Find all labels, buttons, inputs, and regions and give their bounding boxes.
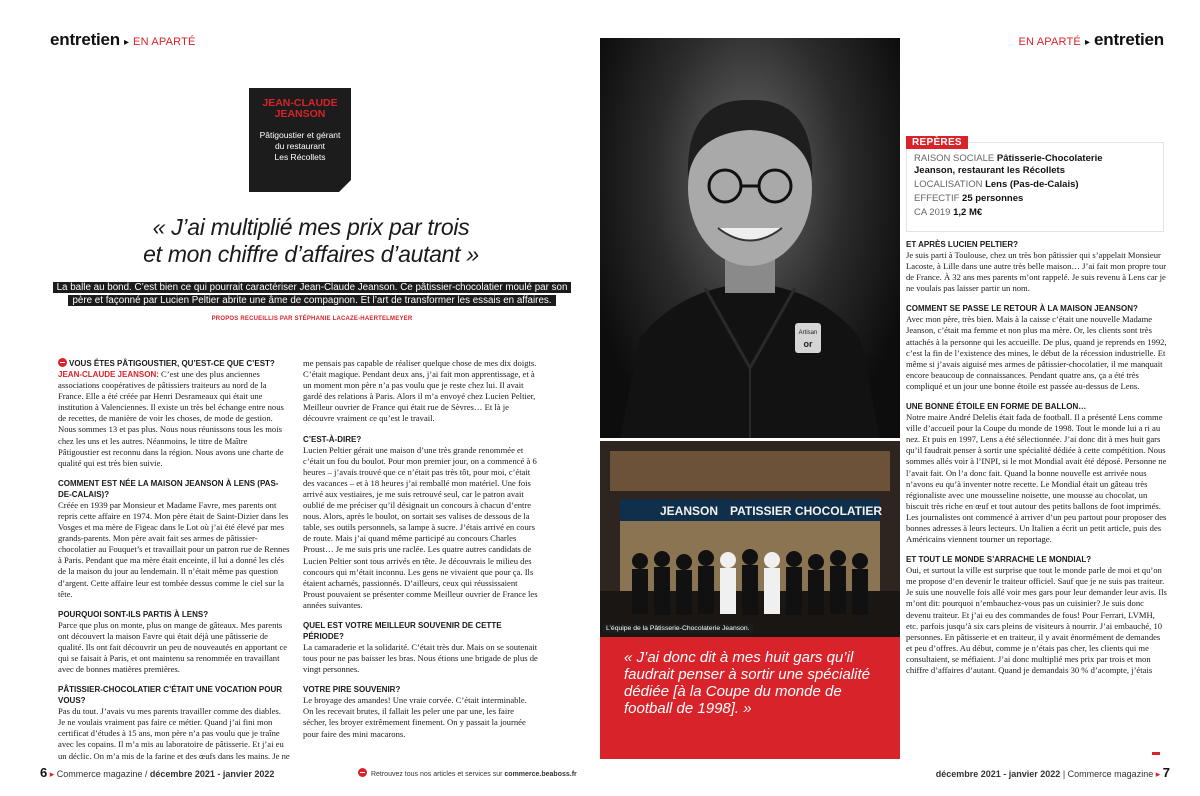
reperes-title: REPÈRES	[906, 136, 968, 149]
answer-text: Lucien Peltier gérait une maison d’une très grande renommée et c’était un fou du boulot. Pour mon premier jour, on a commencé à 6 heures – j’avais trouvé que ce n’était pas très tôt, pour moi, c’était des vacances – et à 18 heures j’ai remballé mon matériel. Une fois arrivé aux vestiaires, je me suis retrouvé seul, car le patron avait oublié de me préciser qu’il désignait un concours à chacun d’entre nous. Alors, après le boulot, on sortait ses valises de dessous de la table, ses outils personnels, sa lampe à sucre. J’étais arrivé en cours de route. Mais j’ai quand même participé au concours Charles Proust… Je me suis pris une raclée. Les quatre autres candidats de Lucien Peltier sont tous arrivés en tête. Je découvrais le milieu des concours qui m’était inconnu. Les gens ne vivaient que pour ça. Ils étaient acharnés, passionnés. D’ailleurs, ceux qui réussissaient Proust pouvaient se présenter comme Meilleur ouvrier de France les années suivantes.	[303, 444, 538, 610]
pull-quote-text: « J’ai donc dit à mes huit gars qu’il faudrait penser à sortir une spécialité dédiée [à la Coupe du monde de football de 1998]. »	[624, 649, 870, 717]
speaker-name: JEAN-CLAUDE JEANSON:	[58, 370, 159, 379]
section-subtitle: EN APARTÉ	[133, 36, 196, 48]
reperes-raison-cont	[914, 165, 1065, 177]
portrait-photo	[600, 38, 900, 438]
reperes-effectif	[914, 193, 1023, 205]
question-heading: C’EST-À-DIRE?	[303, 434, 362, 444]
article-intro	[52, 281, 572, 307]
reperes-label: EFFECTIF	[914, 193, 960, 204]
text-column-2	[303, 358, 538, 740]
question-heading: COMMENT EST NÉE LA MAISON JEANSON À LENS (PAS-DE-CALAIS)?	[58, 478, 279, 499]
website-logo-icon	[358, 768, 367, 777]
corner-notch	[339, 180, 351, 192]
reperes-localisation	[914, 179, 1079, 191]
question-heading: PÂTISSIER-CHOCOLATIER C’ÉTAIT UNE VOCATION POUR VOUS?	[58, 685, 283, 706]
answer-text: JEAN-CLAUDE JEANSON: C’est une des plus anciennes associations coopératives de pâtissiers traiteurs au nord de la France. Elle a été créée par Henri Desrameaux qui était une institution à Valenciennes. Il existe un très bel échange entre nous de recettes, de manière de voir les choses, de mode de gestion. Nous sommes 13 et pas plus. Nous nous réunissons tous les mois chez les uns et les autres. Néanmoins, le titre de Maître Pâtigoustier est reconnu dans la région. Nous avons une charte de qualité qui est très bien suivie.	[58, 369, 284, 468]
interviewee-name-line2: JEANSON	[274, 108, 326, 120]
answer-text: Avec mon père, très bien. Mais à la caisse c’était une nouvelle Madame Jeanson, c’était ma femme et non plus ma mère. Or, les clients sont très attachés à la personne qui les accueille. De plus, quand je reprends en 1992, c’est la fin de l’existence des mines, le début de la récession industrielle. Et même si j’avais aiguisé mes armes de pâtissier-chocolatier, il me manquait encore beaucoup de connaissances. Pendant quatre ans, ça a été très compliqué et un jour une bonne étoile est passée au-dessus de Lens.	[906, 314, 1167, 391]
text-column-1	[58, 358, 290, 762]
section-header-right	[1018, 30, 1164, 50]
section-header-left	[50, 30, 196, 50]
shop-sign-left: JEANSON	[660, 504, 719, 518]
reperes-value: Pâtisserie-Chocolaterie	[996, 153, 1103, 164]
dialogue-marker-icon	[58, 358, 67, 367]
arrow-right-icon: ▸	[49, 769, 55, 779]
footer-right: décembre 2021 - janvier 2022 | Commerce magazine ▸ 7	[935, 765, 1170, 780]
interviewee-role-line3: Les Récollets	[274, 152, 326, 162]
page-number: 6	[40, 765, 48, 780]
reperes-label: LOCALISATION	[914, 179, 983, 190]
interviewee-role-line1: Pâtigoustier et gérant	[259, 130, 341, 140]
answer-text: Créée en 1939 par Monsieur et Madame Favre, mes parents ont repris cette affaire en 1974. Mon père était de Saint-Dizier dans les Vosges et ma mère de Figeac dans le Lot où j’ai été élevé par mes grands-parents. Mon père avait fait ses armes de pâtissier-chocolatier au Fouquet’s et travaillait pour un patron rue de Rennes à Paris. Pendant que ma mère était enceinte, il lui a donné les clés de la maison du jour au lendemain. Il n’était même pas question d’argent. Cette affaire leur est tombée dessus comme le ciel sur la tête.	[58, 499, 290, 599]
answer-text: Le broyage des amandes! Une vraie corvée. C’était interminable. On les recevait brutes, il fallait les peler une par une, les faire sécher, les broyer extrêmement finement. On y passait la journée pour faire des mini macarons.	[303, 695, 527, 739]
author-credit: PROPOS RECUEILLIS PAR STÉPHANIE LACAZE-HAERTELMEYER	[211, 316, 413, 322]
team-photo	[600, 441, 900, 637]
interviewee-name-line1: JEAN-CLAUDE	[262, 97, 338, 109]
reperes-value: 25 personnes	[962, 193, 1024, 204]
interviewee-name-box	[249, 88, 351, 192]
footer-website-link[interactable]: commerce.beaboss.fr	[504, 771, 577, 778]
section-title: entretien	[50, 30, 120, 49]
reperes-value: Jeanson, restaurant les Récollets	[914, 165, 1066, 176]
question-heading: QUEL EST VOTRE MEILLEUR SOUVENIR DE CETTE PÉRIODE?	[303, 620, 502, 641]
arrow-right-icon: ▸	[124, 37, 130, 48]
answer-text: me pensais pas capable de réaliser quelque chose de mes dix doigts. C’était magique. Pendant deux ans, j’ai fait mon apprentissage, et à un moment mon père n’a pas voulu que je reste chez lui. Il avait gardé des relations à Paris. Alors il m’a envoyé chez Lucien Peltier, Meilleur ouvrier de France qui était rue de Sèvres… Et là je découvre vraiment ce qu’est le travail.	[303, 358, 537, 424]
arrow-right-icon: ▸	[1155, 769, 1161, 779]
page-number: 7	[1162, 765, 1170, 780]
reperes-raison	[914, 153, 1103, 165]
footer-left: 6 ▸ Commerce magazine / décembre 2021 - janvier 2022	[40, 765, 275, 780]
question-heading: VOTRE PIRE SOUVENIR?	[303, 685, 401, 695]
article-intro-text: La balle au bond. C’est bien ce qui pourrait caractériser Jean-Claude Jeanson. Ce pâtissier-chocolatier moulé par son père et façonné par Lucien Peltier abrite une âme de compagnon. Et l’art de transformer les essais en affaires.	[53, 282, 572, 306]
jacket-badge-line1: Artisan	[798, 330, 818, 336]
question-heading: UNE BONNE ÉTOILE EN FORME DE BALLON…	[906, 402, 1087, 412]
reperes-box	[906, 136, 1162, 228]
footer-promo-text: Retrouvez tous nos articles et services sur	[370, 771, 503, 778]
shop-sign-right: PATISSIER CHOCOLATIER	[730, 504, 883, 518]
issue-date: décembre 2021 - janvier 2022	[149, 769, 275, 779]
question-heading: COMMENT SE PASSE LE RETOUR À LA MAISON JEANSON?	[906, 304, 1138, 314]
text-column-3	[906, 239, 1168, 676]
magazine-name: Commerce magazine	[56, 769, 143, 779]
reperes-label: RAISON SOCIALE	[914, 153, 995, 164]
answer-text: Parce que plus on monte, plus on mange de gâteaux. Mes parents ont découvert la maison Favre qui était déjà une pâtisserie de qualité. Ils ont fait découvrir un peu de nouveautés en apportant ce qui se faisait à Paris, et ont maintenu sa renommée en travaillant avec de bonnes matières premières.	[58, 619, 288, 675]
photo-caption: L’équipe de la Pâtisserie-Chocolaterie Jeanson.	[603, 624, 753, 633]
article-title	[96, 214, 526, 268]
section-subtitle: EN APARTÉ	[1018, 36, 1081, 48]
reperes-value: Lens (Pas-de-Calais)	[985, 179, 1079, 190]
answer-text: Oui, et surtout la ville est surprise que tout le monde parle de moi et qu’on me propose d’en devenir le traiteur officiel. Sauf que je ne suis pas traiteur. Je suis une nouvelle fois allé voir mes gars pour leur demander leur avis. Ils m’ont dit: pourquoi n’embauchez-vous pas un cuisinier? Je suis donc devenu traiteur. Et j’ai eu des commandes de fous! Pour Ferrari, LVMH, etc. parfois jusqu’à six cars pleins de visiteurs à nourrir. J’ai embauché, 10 personnes. En pâtisserie et en traiteur, il y avait énormément de demandes et peu d’offres. Au début, comme je n’étais pas cher, les clients qui me consultaient, se méfiaient. J’ai donc multiplié mes prix par trois et mon chiffre d’affaires d’autant. Quand je demandais 30 % d’acompte, j’étais	[906, 565, 1167, 675]
article-title-line1: « J’ai multiplié mes prix par trois	[152, 214, 470, 240]
pull-quote-box	[600, 637, 900, 759]
portrait-illustration	[600, 38, 900, 438]
team-illustration	[600, 441, 900, 637]
article-title-line2: et mon chiffre d’affaires d’autant »	[143, 241, 479, 267]
answer-text: Pas du tout. J’avais vu mes parents travailler comme des diables. Je ne voulais vraiment pas faire ce métier. Quand j’ai fini mon certificat d’études à 15 ans, mon père n’a pas voulu que je traîne avec les copains. Il m’a mis au laboratoire de pâtisserie. Et j’ai eu un déclic. On m’a mis de la farine et des œufs dans les mains. Je ne	[58, 706, 290, 761]
reperes-value: 1,2 M€	[953, 207, 983, 218]
reperes-label: CA 2019	[914, 207, 951, 218]
arrow-right-icon: ▸	[1084, 37, 1090, 48]
footer-center	[358, 768, 577, 778]
issue-date: décembre 2021 - janvier 2022	[935, 769, 1061, 779]
magazine-name: Commerce magazine	[1067, 769, 1154, 779]
reperes-ca	[914, 207, 982, 219]
question-heading: ET TOUT LE MONDE S’ARRACHE LE MONDIAL?	[906, 555, 1092, 565]
jacket-badge-line2: or	[803, 339, 813, 349]
question-heading: ET APRÈS LUCIEN PELTIER?	[906, 240, 1019, 249]
section-title: entretien	[1094, 30, 1164, 49]
answer-text: La camaraderie et la solidarité. C’était très dur. Mais on se soutenait tous pour ne pas baisser les bras. Nous étions une brigade de plus de vingt personnes.	[303, 641, 538, 675]
interviewee-role-line2: du restaurant	[274, 141, 326, 151]
answer-text: Notre maire André Delelis était fada de football. Il a présenté Lens comme ville d’accueil pour la Coupe du monde de 1998. Tout le monde lui a ri au nez. Et puis en 1997, Lens a été sélectionnée. J’ai donc dit à mes huit gars qu’il faudrait penser à sortir une spécialité dédiée à cette compétition. Nous sommes allés voir à l’INPI, si le mot Mondial avait été déposé. Personne ne l’avait fait. On l’a donc fait. Quand la bonne nouvelle est arrivée nous n’avons eu qu’à inventer notre recette. Le Mondial était un gâteau très régionaliste avec une mousseline noisette, une mousse au chocolat, un biscuit très riche en œuf et tout autour des petits ballons de foot imprimés. Les journalistes ont commencé à arriver d’un peu partout pour proposer des bonnes adresses à leurs lecteurs. Un Italien a écrit un petit article, puis des Américains viennent tourner un reportage.	[906, 412, 1167, 545]
question-heading: VOUS ÊTES PÂTIGOUSTIER, QU’EST-CE QUE C’EST?	[58, 358, 290, 369]
continuation-mark-icon	[1152, 752, 1160, 755]
answer-text: Je suis parti à Toulouse, chez un très bon pâtissier qui s’appelait Monsieur Lacoste, à Lille dans une autre très belle maison… J’ai fait mon propre tour de France. À 32 ans mes parents m’ont rappelé. Je suis revenu à Lens car je ne voulais pas laisser partir un nom.	[906, 250, 1167, 294]
question-heading: POURQUOI SONT-ILS PARTIS À LENS?	[58, 609, 209, 619]
